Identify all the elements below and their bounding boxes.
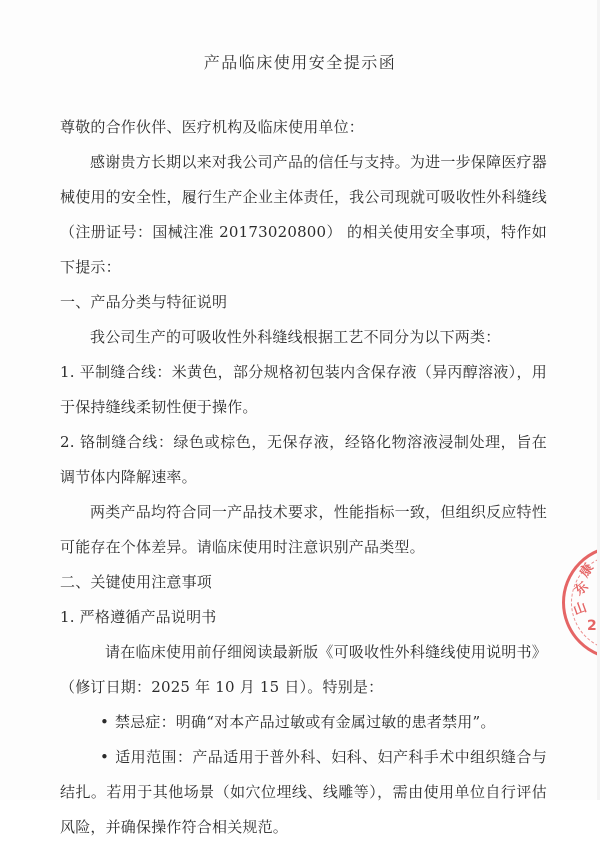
seal-text: 山 xyxy=(571,600,589,619)
company-seal-stamp xyxy=(562,545,600,660)
document-title: 产品临床使用安全提示函 xyxy=(203,53,397,72)
bullet-icon: • xyxy=(100,748,110,766)
section1-item-1: 1. 平制缝合线：米黄色，部分规格初包装内含保存液（异丙醇溶液），用于保持缝线柔韧性便于操作。 xyxy=(60,363,547,416)
salutation: 尊敬的合作伙伴、医疗机构及临床使用单位： xyxy=(60,118,365,136)
bullet-text: 适用范围：产品适用于普外科、妇科、妇产科手术中组织缝合与结扎。若用于其他场景（如穴位埋线、线雕等），需由使用单位自行评估风险，并确保操作符合相关规范。 xyxy=(60,748,547,836)
section1-note: 两类产品均符合同一产品技术要求，性能指标一致，但组织反应特性可能存在个体差异。请临床使用时注意识别产品类型。 xyxy=(60,503,547,556)
section2-heading: 二、关键使用注意事项 xyxy=(60,573,213,591)
section1-item-2: 2. 铬制缝合线：绿色或棕色，无保存液，经铬化物溶液浸制处理，旨在调节体内降解速率。 xyxy=(60,433,547,486)
section1-heading: 一、产品分类与特征说明 xyxy=(60,293,228,311)
bullet-item-contraindication xyxy=(60,705,547,740)
seal-text: 康 xyxy=(577,561,598,581)
intro-paragraph: 感谢贵方长期以来对我公司产品的信任与支持。为进一步保障医疗器械使用的安全性，履行生产企业主体责任，我公司现就可吸收性外科缝线（注册证号：国械注准 20173020800） 的相关使用安全事项，特作如下提示： xyxy=(60,153,547,276)
section2-subheading: 1. 严格遵循产品说明书 xyxy=(60,608,217,626)
bullet-text: 禁忌症：明确“对本产品过敏或有金属过敏的患者禁用”。 xyxy=(115,713,496,731)
section1-lead: 我公司生产的可吸收性外科缝线根据工艺不同分为以下两类： xyxy=(90,328,501,346)
seal-text: 2 xyxy=(587,618,597,634)
seal-text: 东 xyxy=(571,579,592,599)
document-body xyxy=(60,110,547,845)
section2-lead: 请在临床使用前仔细阅读最新版《可吸收性外科缝线使用说明书》（修订日期：2025 年 10 月 15 日）。特别是： xyxy=(60,643,547,696)
bullet-icon: • xyxy=(100,713,110,731)
bullet-item-scope xyxy=(60,740,547,845)
